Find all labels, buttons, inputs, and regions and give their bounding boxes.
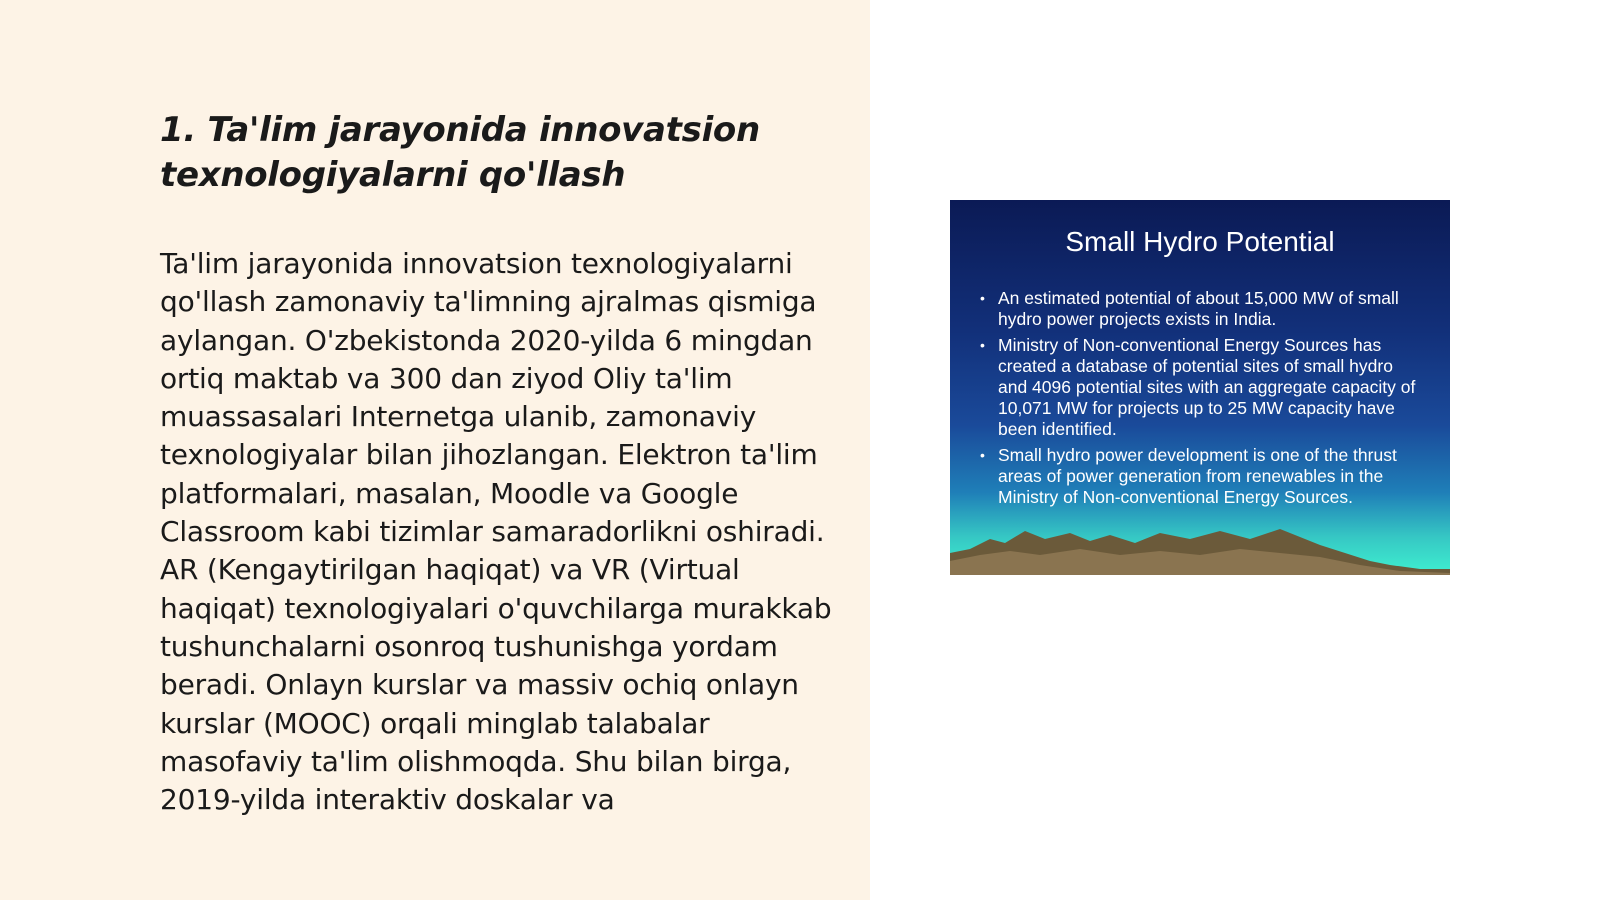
image-title: Small Hydro Potential (1065, 226, 1335, 257)
image-bullet: • Small hydro power development is one of the thrust areas of power generation from renewables in the Ministry of Non-conventional Energy Sources. (980, 445, 1425, 508)
image-bullet-list (980, 288, 1425, 513)
image-bullet: • An estimated potential of about 15,000 MW of small hydro power projects exists in India. (980, 288, 1425, 330)
mountains-graphic (950, 525, 1450, 575)
slide-title: 1. Ta'lim jarayonida innovatsion texnologiyalarni qo'llash (160, 110, 760, 195)
image-bullet: • Ministry of Non-conventional Energy Sources has created a database of potential sites of small hydro and 4096 potential sites with an aggregate capacity of 10,071 MW for projects up to 25 MW capacity have been identified. (980, 335, 1425, 440)
small-hydro-slide-image (950, 200, 1450, 575)
slide-body-text: Ta'lim jarayonida innovatsion texnologiyalarni qo'llash zamonaviy ta'limning ajralmas qismiga aylangan. O'zbekistonda 2020-yilda 6 mingdan ortiq maktab va 300 dan ziyod Oliy ta'lim muassasalari Internetga ulanib, zamonaviy texnologiyalar bilan jihozlangan. Elektron ta'lim platformalari, masalan, Moodle va Google Classroom kabi tizimlar samaradorlikni oshiradi. AR (Kengaytirilgan haqiqat) va VR (Virtual haqiqat) texnologiyalari o'quvchilarga murakkab tushunchalarni osonroq tushunishga yordam beradi. Onlayn kurslar va massiv ochiq onlayn kurslar (MOOC) orqali minglab talabalar masofaviy ta'lim olishmoqda. Shu bilan birga, 2019-yilda interaktiv doskalar va (160, 247, 832, 817)
